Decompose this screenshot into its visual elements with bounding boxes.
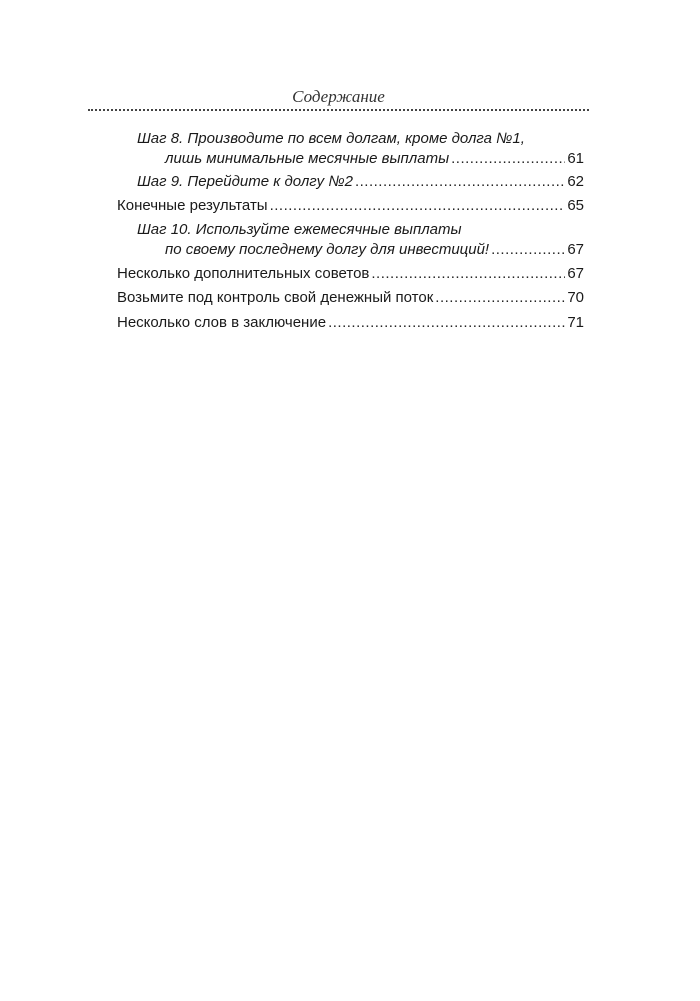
toc-entry-title-line1: Шаг 10. Используйте ежемесячные выплаты [137, 221, 462, 238]
toc-entry-additional-tips[interactable] [117, 264, 584, 284]
toc-page-number: 61 [567, 150, 584, 167]
dot-leader [371, 264, 565, 284]
toc-entry-title: Конечные результаты [117, 197, 268, 214]
toc-entry-conclusion[interactable] [117, 313, 584, 333]
dotted-divider [88, 109, 589, 111]
dot-leader [491, 240, 565, 260]
running-head-title: Содержание [292, 87, 385, 106]
toc-page-number: 62 [567, 173, 584, 190]
toc-entry-cash-flow[interactable] [117, 288, 584, 308]
toc-entry-title: Шаг 9. Перейдите к долгу №2 [137, 173, 353, 190]
toc-page-number: 71 [567, 314, 584, 331]
toc-entry-step-9[interactable] [137, 172, 584, 192]
toc-entry-title-line2: по своему последнему долгу для инвестиций! [165, 241, 490, 258]
toc-entry-title: Несколько слов в заключение [117, 314, 327, 331]
toc-page-number: 70 [567, 289, 584, 306]
toc-entry-title: Несколько дополнительных советов [117, 265, 370, 282]
toc-entry-title: Возьмите под контроль свой денежный поток [117, 289, 434, 306]
toc-entry-final-results[interactable] [117, 196, 584, 216]
dot-leader [451, 149, 565, 169]
toc-page-number: 67 [567, 241, 584, 258]
dot-leader [355, 172, 565, 192]
toc-entry-step-10[interactable] [137, 220, 584, 260]
toc-page-number: 67 [567, 265, 584, 282]
dot-leader [270, 196, 566, 216]
dot-leader [435, 288, 565, 308]
dot-leader [328, 313, 565, 333]
toc-entry-title-line2: лишь минимальные месячные выплаты [165, 150, 450, 167]
toc-page-number: 65 [567, 197, 584, 214]
toc-entry-title-line1: Шаг 8. Производите по всем долгам, кроме долга №1, [137, 130, 525, 147]
toc-entry-step-8[interactable] [137, 129, 584, 169]
